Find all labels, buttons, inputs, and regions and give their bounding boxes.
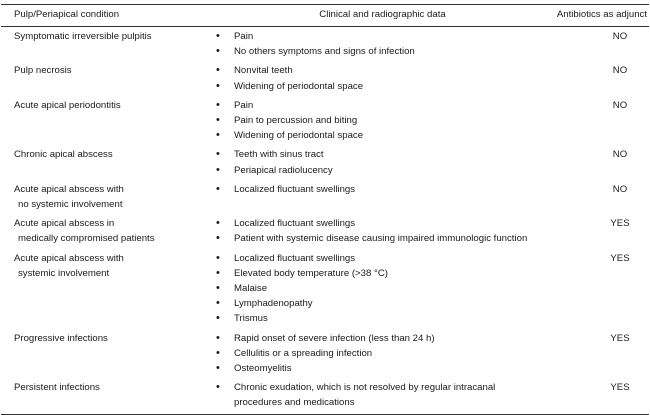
condition-text: Chronic apical abscess: [14, 149, 113, 161]
findings-list: [216, 182, 549, 197]
antibiotics-value: NO: [612, 31, 628, 42]
condition-text: Acute apical periodontitis: [14, 99, 121, 111]
table-row: [1, 378, 649, 414]
condition-cell: [1, 145, 216, 179]
finding-text: Osteomyelitis: [234, 363, 292, 375]
condition-text: Pulp necrosis: [14, 65, 72, 77]
findings-cell: [216, 27, 549, 62]
finding-item: [216, 296, 549, 311]
finding-text: • Patient with systemic disease causing impaired immunologic function: [234, 233, 528, 245]
antibiotics-value: NO: [612, 99, 628, 111]
condition-text: systemic involvement: [18, 267, 110, 279]
finding-text: Widening of periodontal space: [234, 80, 364, 92]
findings-list: [216, 63, 549, 93]
finding-text: Widening of periodontal space: [234, 130, 364, 142]
finding-text: No others symptoms and signs of infection: [234, 46, 415, 58]
findings-list: [216, 216, 549, 246]
finding-item: [216, 331, 549, 346]
condition-text: Progressive infections: [14, 332, 108, 344]
finding-text: Cellulitis or a spreading infection: [234, 347, 373, 359]
finding-item: [216, 128, 549, 143]
findings-cell: [216, 145, 549, 179]
table-row: [1, 96, 649, 146]
table-row: [1, 145, 649, 179]
finding-text: Nonvital teeth: [234, 65, 293, 77]
finding-item: [216, 251, 549, 266]
finding-text: Localized fluctuant swellings: [234, 218, 356, 230]
finding-text: Elevated body temperature (>38 °C): [234, 267, 388, 279]
condition-text: Acute apical abscess with: [14, 252, 124, 264]
findings-cell: [216, 180, 549, 214]
findings-cell: [216, 378, 549, 414]
condition-text: Acute apical abscess with: [14, 183, 124, 195]
antibiotics-table: [1, 4, 649, 415]
header-row: [1, 5, 649, 27]
finding-text: • Chronic exudation, which is not resolved by regular intracanal procedures and medications: [234, 382, 496, 409]
condition-cell: [1, 249, 216, 329]
findings-cell: [216, 61, 549, 95]
finding-item: [216, 29, 549, 44]
condition-text: Persistent infections: [14, 382, 100, 394]
finding-item: [216, 361, 549, 376]
finding-text: Pain to percussion and biting: [234, 115, 358, 127]
table-header: [1, 5, 649, 27]
finding-item: [216, 147, 549, 162]
header-clinical-data: Clinical and radiographic data: [216, 5, 549, 27]
finding-item: [216, 346, 549, 361]
antibiotics-value: YES: [549, 378, 649, 414]
finding-item: [216, 44, 549, 59]
findings-cell: [216, 214, 549, 248]
condition-cell: [1, 378, 216, 414]
findings-cell: [216, 96, 549, 146]
finding-text: Periapical radiolucency: [234, 164, 333, 176]
header-condition: Pulp/Periapical condition: [1, 5, 216, 27]
finding-text: Lymphadenopathy: [234, 298, 313, 310]
antibiotics-value: YES: [610, 332, 630, 344]
condition-text: no systemic involvement: [18, 199, 123, 211]
findings-list: [216, 251, 549, 327]
condition-cell: [1, 96, 216, 146]
finding-item: [216, 266, 549, 281]
findings-list: [216, 380, 549, 410]
finding-text: Trismus: [234, 313, 268, 325]
antibiotics-value: YES: [610, 218, 630, 230]
finding-item: [216, 98, 549, 113]
finding-item: [216, 182, 549, 197]
finding-item: [216, 163, 549, 178]
findings-list: [216, 29, 549, 59]
finding-item: [216, 380, 549, 410]
antibiotics-value: NO: [612, 65, 628, 77]
condition-cell: [1, 180, 216, 214]
header-antibiotics: Antibiotics as adjunct: [549, 5, 649, 27]
findings-list: [216, 98, 549, 144]
finding-item: [216, 79, 549, 94]
finding-item: [216, 216, 549, 231]
finding-item: [216, 231, 549, 246]
finding-text: Localized fluctuant swellings: [234, 183, 356, 195]
table-row: [1, 329, 649, 379]
findings-list: [216, 147, 549, 177]
condition-cell: [1, 27, 216, 62]
finding-text: Teeth with sinus tract: [234, 149, 324, 161]
finding-text: Pain: [234, 31, 254, 42]
finding-item: [216, 281, 549, 296]
finding-item: [216, 113, 549, 128]
table-row: [1, 27, 649, 62]
condition-text: Acute apical abscess in: [14, 218, 115, 230]
antibiotics-value: NO: [612, 149, 628, 161]
finding-text: Localized fluctuant swellings: [234, 252, 356, 264]
condition-cell: [1, 214, 216, 248]
table-row: [1, 61, 649, 95]
table-row: [1, 214, 649, 248]
antibiotics-value: YES: [610, 252, 630, 264]
finding-text: Rapid onset of severe infection (less than 24 h): [234, 332, 435, 344]
findings-cell: [216, 249, 549, 329]
condition-cell: [1, 329, 216, 379]
finding-item: [216, 63, 549, 78]
condition-text: Symptomatic irreversible pulpitis: [14, 31, 152, 42]
table-body: [1, 27, 649, 415]
condition-cell: [1, 61, 216, 95]
findings-list: [216, 331, 549, 377]
finding-text: Malaise: [234, 283, 268, 295]
finding-text: Pain: [234, 99, 254, 111]
table-row: [1, 249, 649, 329]
condition-text: medically compromised patients: [18, 233, 155, 245]
antibiotics-value: NO: [612, 183, 628, 195]
findings-cell: [216, 329, 549, 379]
finding-item: [216, 311, 549, 326]
table-row: [1, 180, 649, 214]
